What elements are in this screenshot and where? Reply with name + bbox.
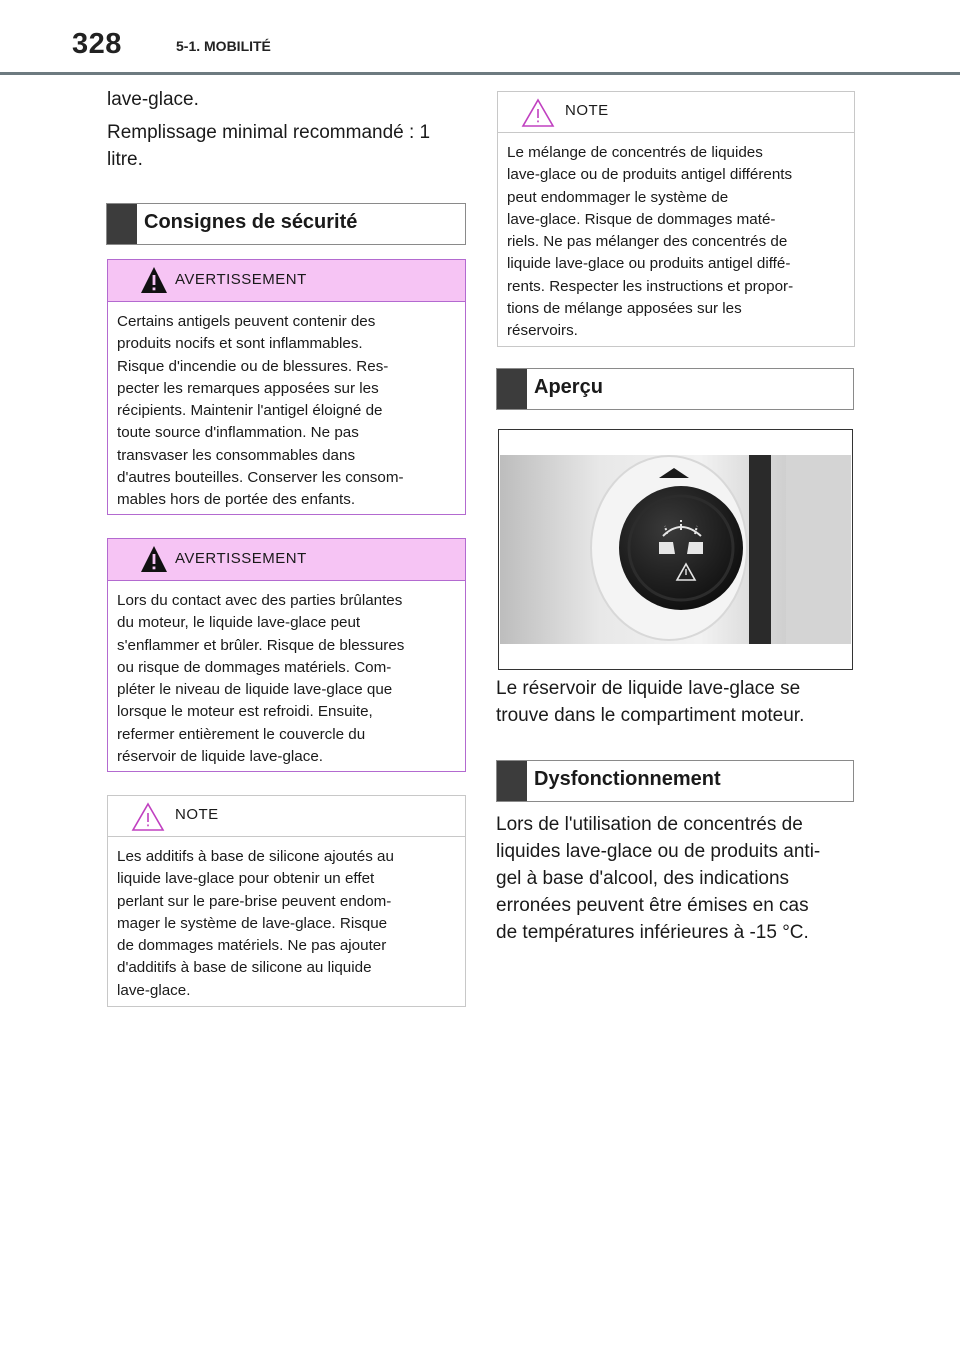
malfunction-line: erronées peuvent être émises en cas xyxy=(496,895,809,916)
text-line: riels. Ne pas mélanger des concentrés de xyxy=(507,233,788,251)
text-line: toute source d'inflammation. Ne pas xyxy=(117,424,359,442)
heading-bar xyxy=(107,204,137,244)
malfunction-paragraph xyxy=(496,811,856,946)
malfunction-line: Lors de l'utilisation de concentrés de xyxy=(496,814,803,835)
text-line: s'enflammer et brûler. Risque de blessures xyxy=(117,636,405,654)
text-line: lave-glace. Risque de dommages maté- xyxy=(507,210,776,228)
text-line: Les additifs à base de silicone ajoutés au xyxy=(117,848,394,865)
header-rule xyxy=(0,72,960,75)
washer-reservoir-cap-icon xyxy=(499,430,852,669)
text-line: mager le système de lave-glace. Risque xyxy=(117,914,388,932)
text-line: transvaser les consommables dans xyxy=(117,446,356,464)
intro-line: lave-glace. xyxy=(107,89,199,110)
warning-title: AVERTISSEMENT xyxy=(175,271,307,288)
heading-bar xyxy=(497,369,527,409)
overview-line: trouve dans le compartiment moteur. xyxy=(496,705,805,726)
intro-line: Remplissage minimal recommandé : 1 xyxy=(107,122,431,143)
text-line: récipients. Maintenir l'antigel éloigné de xyxy=(117,402,383,420)
malfunction-heading-label: Dysfonctionnement xyxy=(534,768,721,790)
text-line: de dommages matériels. Ne pas ajouter xyxy=(117,937,387,955)
text-line: d'autres bouteilles. Conserver les consom- xyxy=(117,469,404,487)
text-line: rents. Respecter les instructions et propor- xyxy=(507,277,794,295)
text-line: d'additifs à base de silicone au liquide xyxy=(117,959,372,977)
text-line: produits nocifs et sont inflammables. xyxy=(117,335,363,353)
note-title: NOTE xyxy=(565,102,609,119)
text-line: Lors du contact avec des parties brûlantes xyxy=(117,592,403,609)
text-line: lave-glace. xyxy=(117,981,191,999)
safety-heading-label: Consignes de sécurité xyxy=(144,211,358,233)
text-line: liquide lave-glace pour obtenir un effet xyxy=(117,870,375,888)
malfunction-line: liquides lave-glace ou de produits anti- xyxy=(496,841,821,862)
overview-paragraph xyxy=(496,675,856,729)
text-line: Certains antigels peuvent contenir des xyxy=(117,313,376,330)
intro-line: litre. xyxy=(107,149,143,170)
text-line: mables hors de portée des enfants. xyxy=(117,491,356,509)
note-text xyxy=(498,133,854,353)
malfunction-line: gel à base d'alcool, des indications xyxy=(496,868,790,889)
warning-title: AVERTISSEMENT xyxy=(175,550,307,567)
text-line: tions de mélange apposées sur les xyxy=(507,300,742,318)
malfunction-line: de températures inférieures à -15 °C. xyxy=(496,922,809,943)
note-text xyxy=(108,837,465,1012)
note-box-left xyxy=(107,795,466,1007)
note-header xyxy=(108,796,465,837)
heading-bar xyxy=(497,761,527,801)
note-triangle-icon xyxy=(521,98,555,128)
text-line: ou risque de dommages matériels. Com- xyxy=(117,658,392,676)
page-header xyxy=(0,0,960,76)
text-line: pecter les remarques apposées sur les xyxy=(117,379,379,397)
warning-text xyxy=(108,581,465,778)
overview-heading-label: Aperçu xyxy=(534,376,603,398)
text-line: lorsque le moteur est refroidi. Ensuite, xyxy=(117,703,373,721)
overview-heading xyxy=(496,368,854,410)
text-line: lave-glace ou de produits antigel différents xyxy=(507,166,793,184)
text-line: perlant sur le pare-brise peuvent endom- xyxy=(117,892,392,910)
note-triangle-icon xyxy=(131,802,165,832)
warning-text xyxy=(108,302,465,522)
warning-triangle-icon xyxy=(140,545,168,573)
text-line: du moteur, le liquide lave-glace peut xyxy=(117,614,361,632)
note-title: NOTE xyxy=(175,806,219,823)
text-line: Le mélange de concentrés de liquides xyxy=(507,144,763,161)
warning-box-2 xyxy=(107,538,466,772)
washer-reservoir-figure xyxy=(498,429,853,670)
text-line: peut endommager le système de xyxy=(507,188,729,206)
warning-header xyxy=(108,539,465,581)
note-box-right xyxy=(497,91,855,347)
overview-line: Le réservoir de liquide lave-glace se xyxy=(496,678,801,699)
note-header xyxy=(498,92,854,133)
text-line: refermer entièrement le couvercle du xyxy=(117,725,366,743)
warning-box-1 xyxy=(107,259,466,515)
safety-heading xyxy=(106,203,466,245)
page-number: 328 xyxy=(72,28,122,60)
text-line: liquide lave-glace ou produits antigel diffé- xyxy=(507,255,791,273)
text-line: réservoirs. xyxy=(507,322,578,340)
text-line: pléter le niveau de liquide lave-glace que xyxy=(117,681,393,699)
warning-triangle-icon xyxy=(140,266,168,294)
warning-header xyxy=(108,260,465,302)
malfunction-heading xyxy=(496,760,854,802)
intro-paragraph xyxy=(107,86,467,173)
text-line: Risque d'incendie ou de blessures. Res- xyxy=(117,357,389,375)
text-line: réservoir de liquide lave-glace. xyxy=(117,748,323,766)
section-title: 5-1. MOBILITÉ xyxy=(176,38,271,54)
